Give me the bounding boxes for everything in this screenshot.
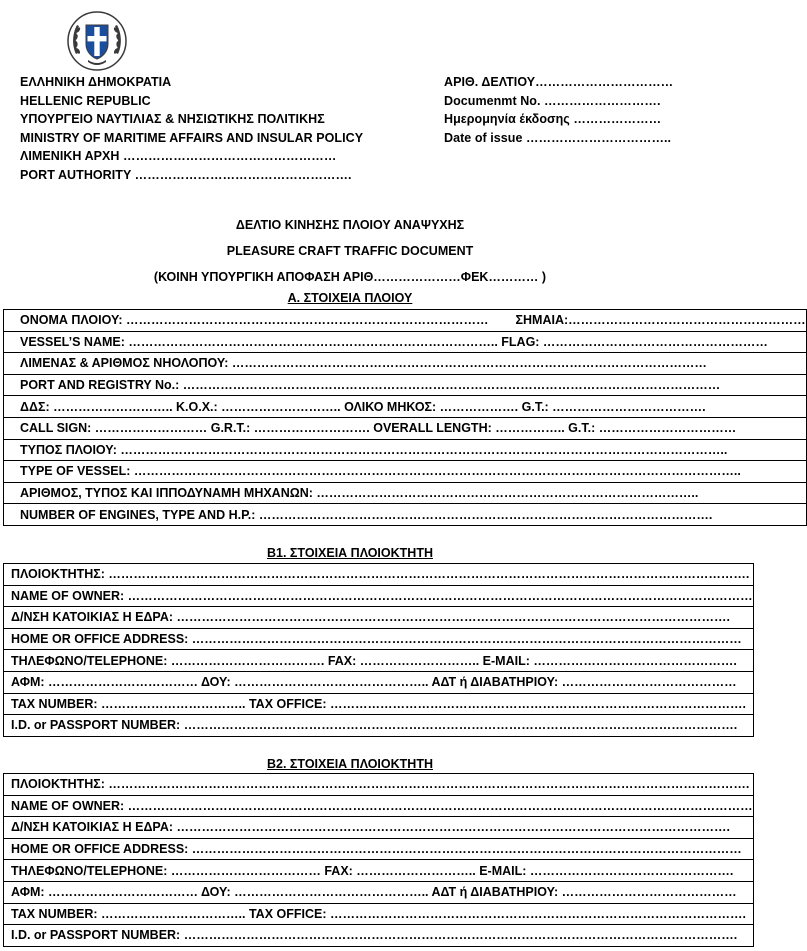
table-row bbox=[4, 795, 754, 817]
owner2-address-greek-field[interactable]: Δ/ΝΣΗ ΚΑΤΟΙΚΙΑΣ Η ΕΔΡΑ: ……………………………………………………………………………………………………………………. bbox=[4, 817, 754, 839]
owner2-name-field[interactable]: NAME OF OWNER: …………………………………………………………………………………………………………………………………… bbox=[4, 795, 754, 817]
table-row bbox=[4, 504, 807, 526]
table-row bbox=[4, 671, 754, 693]
table-row bbox=[4, 925, 754, 947]
document-number-greek-field[interactable]: ΑΡΙΘ. ΔΕΛΤΙΟΥ…………………………… bbox=[444, 75, 674, 89]
vessel-type-greek-field[interactable]: ΤΥΠΟΣ ΠΛΟΙΟΥ: ……………………………………………………………………………………………………………………………….. bbox=[4, 439, 807, 461]
owner1-tax-greek-field[interactable]: ΑΦΜ: ……………………………… ΔΟΥ: ……………………………………….. ΑΔΤ ή ΔΙΑΒΑΤΗΡΙΟΥ: …………………………………… bbox=[4, 671, 754, 693]
owner1-contact-field[interactable]: ΤΗΛΕΦΩΝΟ/TELEPHONE: ………………………………. FAX: ……………………….. E-MAIL: …………………………………………. bbox=[4, 650, 754, 672]
issue-date-field[interactable]: Date of issue …………………………….. bbox=[444, 130, 672, 145]
table-row bbox=[4, 715, 754, 737]
owner2-tax-greek-field[interactable]: ΑΦΜ: ……………………………… ΔΟΥ: ……………………………………….. ΑΔΤ ή ΔΙΑΒΑΤΗΡΙΟΥ: …………………………………… bbox=[4, 881, 754, 903]
table-row bbox=[4, 482, 807, 504]
vessel-name-greek-field[interactable] bbox=[4, 310, 807, 332]
table-row bbox=[4, 650, 754, 672]
vessel-name-greek-label: ΟΝΟΜΑ ΠΛΟΙΟΥ: …………………………………………………………………………… bbox=[20, 313, 489, 328]
section-b2-title: Β2. ΣΤΟΙΧΕΙΑ ΠΛΟΙΟΚΤΗΤΗ bbox=[267, 757, 433, 771]
dimensions-greek-field[interactable]: ΔΔΣ: ……………………….. Κ.Ο.Χ.: ……………………….. ΟΛΙΚΟ ΜΗΚΟΣ: ………………. G.T.: ………………………………. bbox=[4, 396, 807, 418]
owner1-details-table bbox=[3, 563, 754, 737]
owner1-passport-field[interactable]: I.D. or PASSPORT NUMBER: ……………………………………………………………………………………………………………………. bbox=[4, 715, 754, 737]
header-line: MINISTRY OF MARITIME AFFAIRS AND INSULAR POLICY bbox=[20, 130, 364, 145]
owner2-tax-field[interactable]: TAX NUMBER: …………………………….. TAX OFFICE: ………………………………………………………………………………………. bbox=[4, 903, 754, 925]
table-row bbox=[4, 439, 807, 461]
vessel-type-field[interactable]: TYPE OF VESSEL: ……………………………………………………………………………………………………………………………….. bbox=[4, 461, 807, 483]
port-registry-field[interactable]: PORT AND REGISTRY No.: ………………………………………………………………………………………………………………… bbox=[4, 374, 807, 396]
document-title-english: PLEASURE CRAFT TRAFFIC DOCUMENT bbox=[226, 244, 474, 258]
table-row bbox=[4, 331, 807, 353]
decision-reference-field[interactable]: (ΚΟΙΝΗ ΥΠΟΥΡΓΙΚΗ ΑΠΟΦΑΣΗ ΑΡΙΘ…………………ΦΕΚ………… ) bbox=[153, 270, 547, 284]
port-registry-greek-field[interactable]: ΛΙΜΕΝΑΣ & ΑΡΙΘΜΟΣ ΝΗΟΛΟΠΟΥ: …………………………………………………………………………………………………… bbox=[4, 353, 807, 375]
table-row bbox=[4, 353, 807, 375]
vessel-details-table bbox=[3, 309, 807, 526]
table-row bbox=[4, 607, 754, 629]
engines-field[interactable]: NUMBER OF ENGINES, TYPE AND H.P.: ………………………………………………………………………………………………. bbox=[4, 504, 807, 526]
header-line: HELLENIC REPUBLIC bbox=[20, 93, 151, 108]
table-row bbox=[4, 903, 754, 925]
call-sign-field[interactable]: CALL SIGN: ……………………… G.R.T.: ………………………. OVERALL LENGTH: …………….. G.T.: …………………………… bbox=[4, 417, 807, 439]
document-title-greek: ΔΕΛΤΙΟ ΚΙΝΗΣΗΣ ΠΛΟΙΟΥ ΑΝΑΨΥΧΗΣ bbox=[235, 218, 465, 232]
header-line: ΥΠΟΥΡΓΕΙΟ ΝΑΥΤΙΛΙΑΣ & ΝΗΣΙΩΤΙΚΗΣ ΠΟΛΙΤΙΚΗΣ bbox=[20, 112, 325, 126]
table-row bbox=[4, 881, 754, 903]
vessel-name-field[interactable]: VESSEL’S NAME: …………………………………………………………………………….. FLAG: ……………………………………………… bbox=[4, 331, 807, 353]
flag-greek-label: ΣΗΜΑΙΑ:………………………………………………… bbox=[515, 313, 806, 328]
owner1-tax-field[interactable]: TAX NUMBER: …………………………….. TAX OFFICE: ………………………………………………………………………………………. bbox=[4, 693, 754, 715]
table-row bbox=[4, 461, 807, 483]
table-row bbox=[4, 585, 754, 607]
owner2-contact-field[interactable]: ΤΗΛΕΦΩΝΟ/TELEPHONE: ……………………………… FAX: ……………………….. E-MAIL: …………………………………………. bbox=[4, 860, 754, 882]
greek-coat-of-arms-emblem bbox=[66, 10, 128, 72]
owner1-name-field[interactable]: NAME OF OWNER: …………………………………………………………………………………………………………………………………… bbox=[4, 585, 754, 607]
table-row bbox=[4, 774, 754, 796]
header-left-block bbox=[20, 73, 363, 184]
table-row bbox=[4, 628, 754, 650]
owner1-address-greek-field[interactable]: Δ/ΝΣΗ ΚΑΤΟΙΚΙΑΣ Η ΕΔΡΑ: ……………………………………………………………………………………………………………………. bbox=[4, 607, 754, 629]
document-number-field[interactable]: Documenmt No. ………………………. bbox=[444, 93, 661, 108]
table-row bbox=[4, 817, 754, 839]
owner2-address-field[interactable]: HOME OR OFFICE ADDRESS: …………………………………………………………………………………………………………………… bbox=[4, 838, 754, 860]
section-a-title: Α. ΣΤΟΙΧΕΙΑ ΠΛΟΙΟΥ bbox=[287, 291, 413, 305]
table-row bbox=[4, 838, 754, 860]
table-row bbox=[4, 693, 754, 715]
section-b1-title: Β1. ΣΤΟΙΧΕΙΑ ΠΛΟΙΟΚΤΗΤΗ bbox=[267, 546, 433, 560]
owner2-details-table bbox=[3, 773, 754, 947]
owner1-address-field[interactable]: HOME OR OFFICE ADDRESS: …………………………………………………………………………………………………………………… bbox=[4, 628, 754, 650]
owner1-name-greek-field[interactable]: ΠΛΟΙΟΚΤΗΤΗΣ: ………………………………………………………………………………………………………………………………………. bbox=[4, 564, 754, 586]
table-row bbox=[4, 860, 754, 882]
owner2-passport-field[interactable]: I.D. or PASSPORT NUMBER: ……………………………………………………………………………………………………………………. bbox=[4, 925, 754, 947]
header-line: ΕΛΛΗΝΙΚΗ ΔΗΜΟΚΡΑΤΙΑ bbox=[20, 75, 172, 89]
issue-date-greek-field[interactable]: Ημερομηνία έκδοσης ………………… bbox=[444, 112, 662, 126]
owner2-name-greek-field[interactable]: ΠΛΟΙΟΚΤΗΤΗΣ: ………………………………………………………………………………………………………………………………………. bbox=[4, 774, 754, 796]
header-right-block bbox=[444, 73, 673, 147]
engines-greek-field[interactable]: ΑΡΙΘΜΟΣ, ΤΥΠΟΣ ΚΑΙ ΙΠΠΟΔΥΝΑΜΗ ΜΗΧΑΝΩΝ: ……………………………………………………………………………….. bbox=[4, 482, 807, 504]
port-authority-greek-field[interactable]: ΛΙΜΕΝΙΚΗ ΑΡΧΗ …………………………………………… bbox=[20, 149, 337, 163]
table-row bbox=[4, 396, 807, 418]
port-authority-field[interactable]: PORT AUTHORITY ……………………………………………. bbox=[20, 167, 352, 182]
table-row bbox=[4, 564, 754, 586]
table-row bbox=[4, 417, 807, 439]
table-row bbox=[4, 374, 807, 396]
table-row bbox=[4, 310, 807, 332]
